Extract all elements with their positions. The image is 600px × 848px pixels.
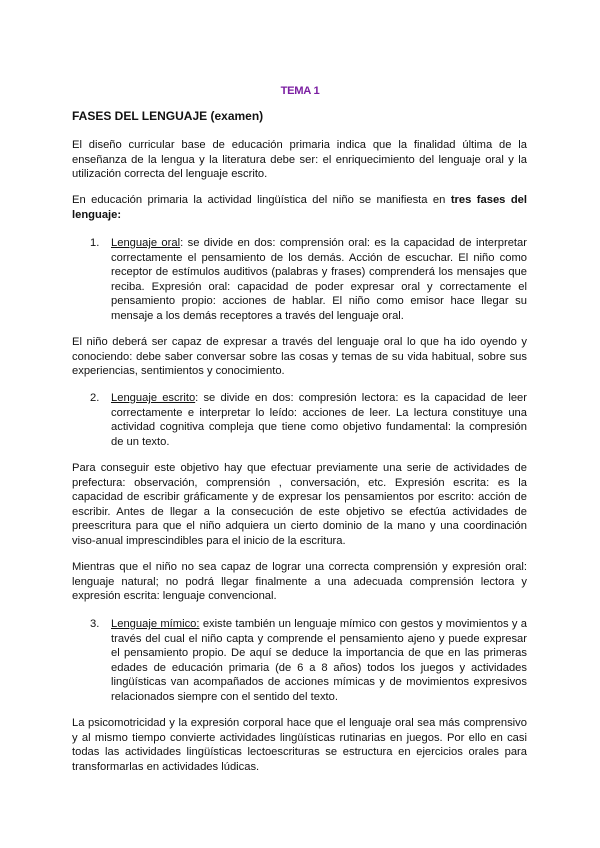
paragraph-natural-language: Mientras que el niño no sea capaz de lograr una correcta comprensión y expresión oral: lenguaje natural; no podrá llegar finalmente a una adecuada comprensión lectora y expresión escrita: lenguaje convencional. <box>72 561 527 603</box>
list-number: 2. <box>90 392 100 404</box>
list-item-body <box>111 391 527 449</box>
list-item-body <box>111 617 527 705</box>
section-heading: FASES DEL LENGUAJE (examen) <box>72 109 264 123</box>
list-item-term: Lenguaje oral <box>111 237 181 249</box>
list-item-term: Lenguaje escrito <box>111 392 196 404</box>
paragraph-phases-text: En educación primaria la actividad lingüística del niño se manifiesta en <box>72 194 451 206</box>
list-item-mimico <box>90 617 527 705</box>
list-item-body <box>111 236 527 324</box>
list-item-text: existe también un lenguaje mímico con gestos y movimientos y a través del cual el niño capta y comprende el pensamiento ajeno y puede expresar el pensamiento propio. De aquí se deduce la importancia de que en las primeras edades de educación primaria (de 6 a 8 años) todos los juegos y actividades lingüísticas van acompañados de acciones mímicas y de movimientos expresivos relacionados siempre con el sentido del texto. <box>111 618 527 703</box>
paragraph-phases <box>72 193 527 222</box>
paragraph-intro: El diseño curricular base de educación primaria indica que la finalidad última de la enseñanza de la lengua y la literatura debe ser: el enriquecimiento del lenguaje oral y la utilización correcta del lenguaje escrito. <box>72 139 527 181</box>
list-item-escrito <box>90 391 527 449</box>
paragraph-oral-expression: El niño deberá ser capaz de expresar a través del lenguaje oral lo que ha ido oyendo y conociendo: debe saber conversar sobre las cosas y temas de su vida habitual, sobre sus experiencias, sentimientos y conocimiento. <box>72 336 527 378</box>
list-item-text: : se divide en dos: compresión lectora: es la capacidad de leer correctamente e interpretar lo leído: acciones de leer. La lectura constituye una actividad cognitiva compleja que tiene como objetivo fundamental: la compresión de un texto. <box>111 392 527 448</box>
paragraph-phases-bold: tres fases del lenguaje: <box>72 194 527 221</box>
paragraph-prefectura: Para conseguir este objetivo hay que efectuar previamente una serie de actividades de prefectura: observación, comprensión , conversación, etc. Expresión escrita: es la capacidad de escribir gráficamente y de expresar los pensamientos por escrito: acción de escribir. Antes de llegar a la consecución de este objetivo se efectúa actividades de preescritura para que el niño adquiera un cierto dominio de la mano y una coordinación viso-anual imprescindibles para el inicio de la escritura. <box>72 462 527 547</box>
list-item-term: Lenguaje mímico: <box>111 618 200 630</box>
list-number: 3. <box>90 618 100 630</box>
list-item-oral <box>90 236 527 324</box>
paragraph-psicomotricidad: La psicomotricidad y la expresión corporal hace que el lenguaje oral sea más comprensivo y al mismo tiempo convierte actividades lingüísticas rutinarias en juegos. Por ello en casi todas las actividades lingüísticas lectoescrituras se estructura en ejercicios orales para transformarlas en actividades lúdicas. <box>72 717 527 773</box>
document-title: TEMA 1 <box>280 85 320 97</box>
list-item-text: : se divide en dos: comprensión oral: es la capacidad de interpretar correctamente el pensamiento de los demás. Acción de escuchar. El niño como receptor de estímulos auditivos (palabras y frases) comprenderá los mensajes que reciba. Expresión oral: capacidad de poder expresar oral y correctamente el pensamiento propio: acciones de hablar. El niño como emisor hace llegar su mensaje a los demás receptores a través del lenguaje oral. <box>111 237 527 322</box>
list-number: 1. <box>90 237 100 249</box>
